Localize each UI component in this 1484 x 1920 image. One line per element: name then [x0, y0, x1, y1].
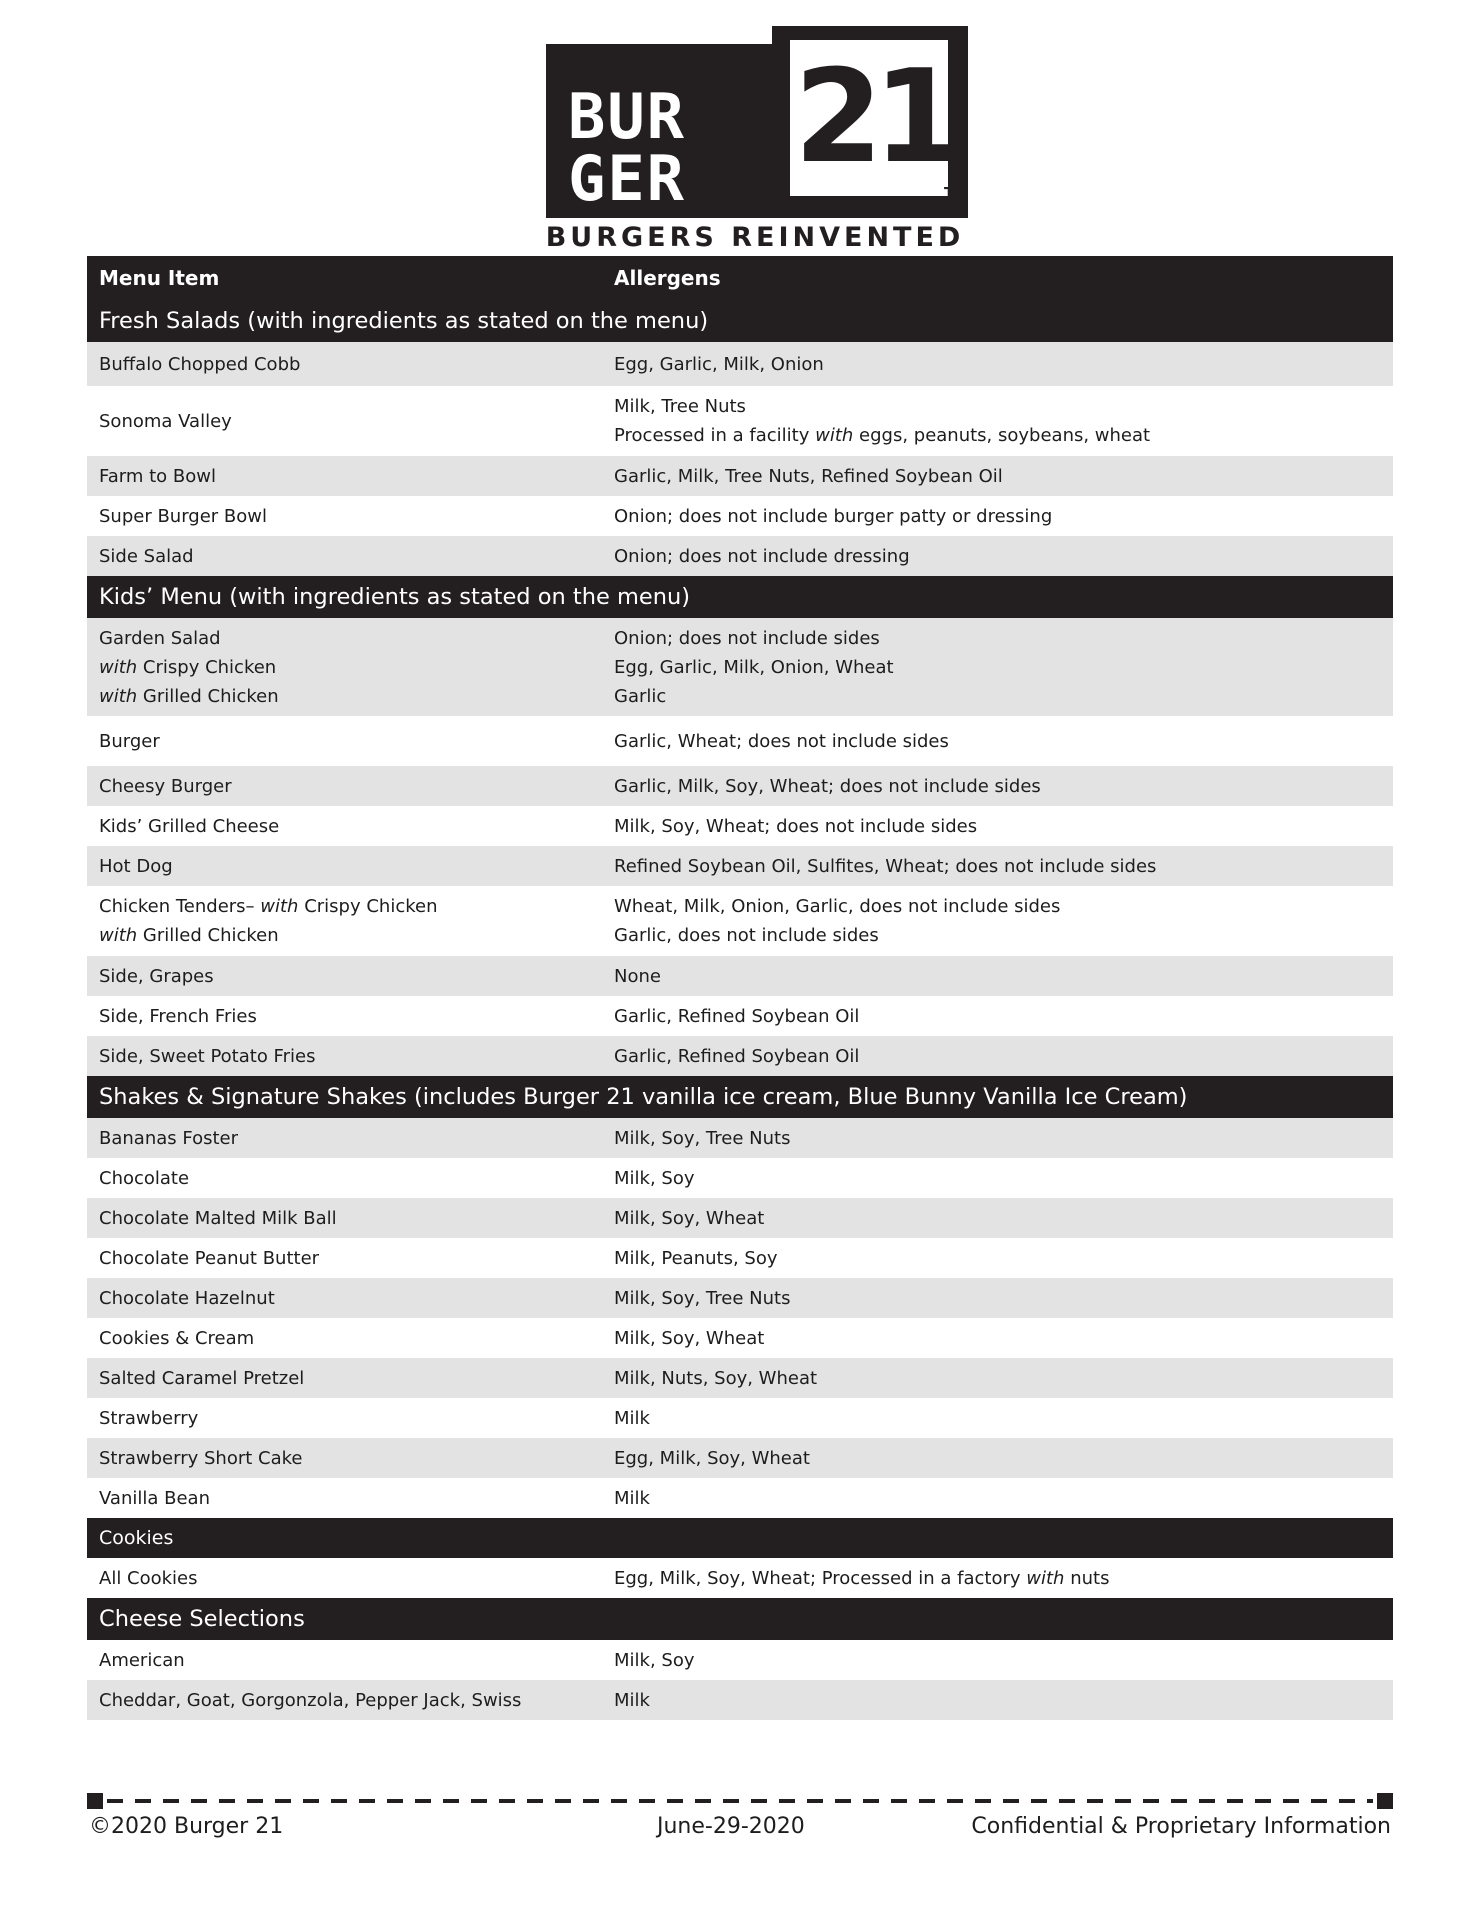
footer-date: June-29-2020: [657, 1814, 805, 1839]
table-row: [87, 1158, 1393, 1198]
allergen-text: Garlic, Refined Soybean Oil: [614, 1005, 860, 1027]
header-allergens: Allergens: [614, 266, 721, 290]
menu-item-name: with Grilled Chicken: [99, 925, 279, 946]
allergen-text: Onion; does not include dressing: [614, 545, 910, 567]
menu-item-name: Cookies & Cream: [99, 1327, 255, 1349]
menu-item-name: Chicken Tenders– with Crispy Chicken: [99, 896, 438, 917]
table-row: [87, 1438, 1393, 1478]
allergen-text: Milk, Nuts, Soy, Wheat: [614, 1367, 818, 1389]
allergen-text: Milk, Soy, Tree Nuts: [614, 1127, 791, 1149]
header-menu-item: Menu Item: [99, 266, 220, 290]
allergen-text: Refined Soybean Oil, Sulfites, Wheat; does not include sides: [614, 855, 1157, 877]
menu-item-name: with Grilled Chicken: [99, 685, 279, 707]
allergen-text: Milk, Soy, Tree Nuts: [614, 1287, 791, 1309]
table-row: [87, 716, 1393, 766]
allergen-text: Milk, Soy: [614, 1649, 695, 1671]
logo-number: 21: [794, 43, 953, 192]
allergen-text: Milk, Soy, Wheat: [614, 1327, 765, 1349]
logo-word-ger: GER: [568, 142, 686, 215]
table-row: [87, 1118, 1393, 1158]
table-row: [87, 1278, 1393, 1318]
logo-left-block: [546, 44, 781, 218]
allergen-text: Egg, Milk, Soy, Wheat: [614, 1447, 810, 1469]
menu-item-name: Sonoma Valley: [99, 410, 232, 432]
table-row: [87, 956, 1393, 996]
table-row: [87, 1036, 1393, 1076]
logo-number-box: [790, 40, 953, 196]
menu-item-name: Super Burger Bowl: [99, 505, 268, 527]
table-row: [87, 846, 1393, 886]
menu-item-name: with Crispy Chicken: [99, 656, 277, 678]
allergen-text: Milk, Soy: [614, 1167, 695, 1189]
tagline: BURGERS REINVENTED: [545, 222, 965, 253]
table-header-row: [87, 256, 1393, 300]
table-row: [87, 1358, 1393, 1398]
section-header-kids-menu: Kids’ Menu (with ingredients as stated on the menu): [87, 576, 1393, 618]
menu-item-name: All Cookies: [99, 1567, 198, 1589]
table-row: [87, 342, 1393, 386]
footer-copyright: ©2020 Burger 21: [89, 1814, 284, 1839]
table-row: [87, 386, 1393, 456]
menu-item-name: Burger: [99, 730, 160, 752]
menu-item-name: Chocolate Malted Milk Ball: [99, 1207, 337, 1229]
allergen-text: Onion; does not include burger patty or dressing: [614, 505, 1053, 527]
menu-item-name: Chocolate Hazelnut: [99, 1287, 275, 1309]
allergen-text: None: [614, 965, 661, 987]
menu-item-name: Side, Grapes: [99, 965, 214, 987]
section-header-fresh-salads: Fresh Salads (with ingredients as stated on the menu): [87, 300, 1393, 342]
menu-item-name: Strawberry Short Cake: [99, 1447, 303, 1469]
menu-item-name: Buffalo Chopped Cobb: [99, 353, 301, 375]
logo-right-block: [772, 26, 968, 218]
allergen-text: Garlic, Wheat; does not include sides: [614, 730, 949, 752]
table-row: [87, 766, 1393, 806]
section-header-cookies: Cookies: [87, 1518, 1393, 1558]
menu-item-name: Farm to Bowl: [99, 465, 216, 487]
menu-item-name: Bananas Foster: [99, 1127, 238, 1149]
table-row: [87, 1558, 1393, 1598]
footer-confidential-notice: Confidential & Proprietary Information: [971, 1814, 1391, 1839]
table-row: [87, 886, 1393, 956]
allergen-text: Milk, Tree Nuts: [614, 396, 746, 417]
allergen-text: Egg, Milk, Soy, Wheat; Processed in a factory with nuts: [614, 1567, 1110, 1589]
table-row: [87, 996, 1393, 1036]
allergen-text: Onion; does not include sides: [614, 627, 880, 649]
table-row: [87, 456, 1393, 496]
trademark-mark: TM: [944, 184, 970, 202]
section-header-cheese-selections: Cheese Selections: [87, 1598, 1393, 1640]
footer-dashed-rule: [87, 1792, 1393, 1810]
table-row: [87, 496, 1393, 536]
allergen-text: Garlic, Milk, Soy, Wheat; does not include sides: [614, 775, 1041, 797]
allergen-text: Milk: [614, 1689, 650, 1711]
table-row: [87, 1478, 1393, 1518]
allergen-text: Garlic, Milk, Tree Nuts, Refined Soybean Oil: [614, 465, 1003, 487]
menu-item-name: Cheddar, Goat, Gorgonzola, Pepper Jack, Swiss: [99, 1689, 522, 1711]
table-row: [87, 1398, 1393, 1438]
allergen-text: Milk: [614, 1487, 650, 1509]
allergen-text: Milk, Soy, Wheat; does not include sides: [614, 815, 978, 837]
table-row: [87, 1198, 1393, 1238]
menu-item-name: Vanilla Bean: [99, 1487, 210, 1509]
table-row: [87, 536, 1393, 576]
table-row: [87, 1680, 1393, 1720]
page-footer: [0, 1814, 1484, 1844]
allergen-text: Milk, Peanuts, Soy: [614, 1247, 778, 1269]
allergen-text: Milk, Soy, Wheat: [614, 1207, 765, 1229]
menu-item-name: Side Salad: [99, 545, 194, 567]
menu-item-name: Kids’ Grilled Cheese: [99, 815, 280, 837]
allergen-text: Garlic: [614, 685, 667, 707]
menu-item-name: Salted Caramel Pretzel: [99, 1367, 305, 1389]
menu-item-name: Side, Sweet Potato Fries: [99, 1045, 316, 1067]
burger21-logo: [546, 26, 976, 240]
menu-item-name: Strawberry: [99, 1407, 199, 1429]
table-row: [87, 618, 1393, 716]
table-row: [87, 806, 1393, 846]
allergen-text: Garlic, does not include sides: [614, 925, 879, 946]
allergen-text: Processed in a facility with eggs, peanuts, soybeans, wheat: [614, 425, 1151, 446]
allergen-text: Egg, Garlic, Milk, Onion, Wheat: [614, 656, 894, 678]
menu-item-name: Hot Dog: [99, 855, 173, 877]
menu-item-name: Chocolate: [99, 1167, 190, 1189]
allergen-text: Milk: [614, 1407, 650, 1429]
allergen-text: Garlic, Refined Soybean Oil: [614, 1045, 860, 1067]
allergen-table: [87, 256, 1393, 1720]
menu-item-name: Chocolate Peanut Butter: [99, 1247, 320, 1269]
menu-item-name: Side, French Fries: [99, 1005, 257, 1027]
menu-item-name: American: [99, 1649, 185, 1671]
allergen-text: Egg, Garlic, Milk, Onion: [614, 353, 824, 375]
table-row: [87, 1238, 1393, 1278]
table-row: [87, 1318, 1393, 1358]
menu-item-name: Cheesy Burger: [99, 775, 232, 797]
logo-word-bur: BUR: [568, 80, 686, 153]
table-row: [87, 1640, 1393, 1680]
menu-item-name: Garden Salad: [99, 627, 221, 649]
allergen-text: Wheat, Milk, Onion, Garlic, does not include sides: [614, 896, 1061, 917]
section-header-shakes: Shakes & Signature Shakes (includes Burger 21 vanilla ice cream, Blue Bunny Vanilla Ice Cream): [87, 1076, 1393, 1118]
